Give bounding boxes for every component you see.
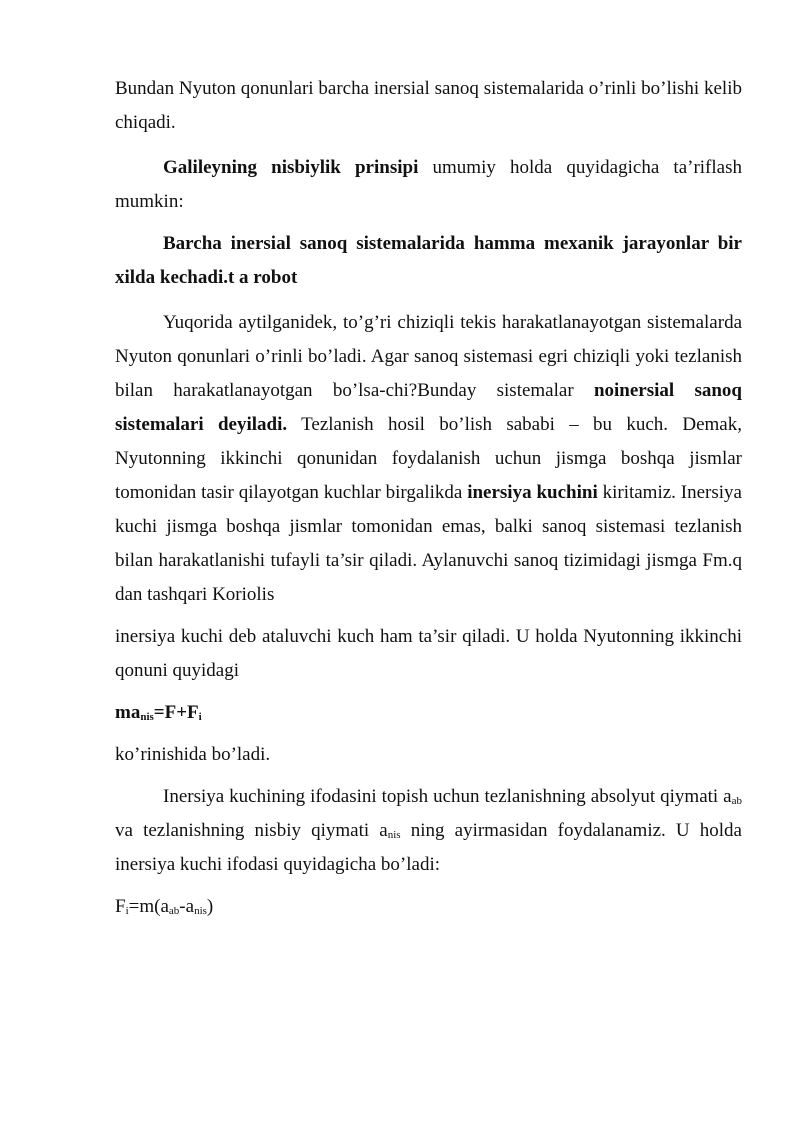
paragraph-text: kiritamiz. Inersiya kuchi jismga boshqa jismlar tomonidan emas, balki sanoq sistemasi tezlanish bilan harakatlanishi tufayli ta’sir qiladi. Aylanuvchi sanoq tizimidagi jismga Fm.q dan tashqari Koriolis (115, 482, 742, 605)
paragraph-text: inersiya kuchi deb ataluvchi kuch ham ta’sir qiladi. U holda Nyutonning ikkinchi qonuni quyidagi (115, 626, 742, 681)
formula-part: -a (179, 896, 195, 917)
paragraph-galilean-principle (115, 151, 742, 219)
paragraph-coriolis (115, 620, 742, 688)
formula-subscript: nis (194, 905, 207, 917)
subscript: nis (387, 829, 401, 841)
formula-part: F (115, 896, 126, 917)
bold-term: noinersial sanoq sistemalari deyiladi. (115, 380, 742, 435)
bold-term: Galileyning nisbiylik prinsipi (163, 157, 419, 178)
paragraph-text: Bundan Nyuton qonunlari barcha inersial sanoq sistemalarida o’rinli bo’lishi kelib chiqadi. (115, 78, 742, 133)
paragraph-form (115, 738, 742, 772)
paragraph-text: Tezlanish hosil bo’lish sababi – bu kuch. Demak, Nyutonning ikkinchi qonunidan foydalanish uchun jismga boshqa jismlar tomonidan tasir qilayotgan kuchlar birgalikda (115, 414, 742, 503)
paragraph-text: Yuqorida aytilganidek, to’g’ri chiziqli tekis harakatlanayotgan sistemalarda Nyuton qonunlari o’rinli bo’ladi. Agar sanoq sistemasi egri chiziqli yoki tezlanish bilan harakatlanayotgan bo’lsa-chi?Bunday sistemalar (115, 312, 742, 401)
paragraph-text: Inersiya kuchining ifodasini topish uchun tezlanishning absolyut qiymati a (163, 786, 732, 807)
paragraph-text: ko’rinishida bo’ladi. (115, 744, 271, 765)
paragraph-principle-statement (115, 227, 742, 295)
paragraph-text: umumiy holda quyidagicha ta’riflash mumkin: (115, 157, 742, 212)
paragraph-inertia-force (115, 780, 742, 882)
formula-subscript: i (125, 905, 129, 917)
formula-newton-second-law (115, 696, 742, 730)
formula-subscript: ab (168, 905, 180, 917)
document-page (115, 72, 742, 924)
formula-part: ) (206, 896, 214, 917)
subscript: ab (731, 795, 742, 807)
paragraph-text: ning ayirmasidan foydalanamiz. U holda inersiya kuchi ifodasi quyidagicha bo’ladi: (115, 820, 742, 875)
formula-inertia-force (115, 890, 742, 924)
bold-term: inersiya kuchini (467, 482, 598, 503)
bold-statement: Barcha inersial sanoq sistemalarida hamma mexanik jarayonlar bir xilda kechadi.t a robot (115, 233, 742, 288)
formula-part: =F+F (153, 702, 199, 723)
paragraph-conclusion (115, 72, 742, 140)
paragraph-text: va tezlanishning nisbiy qiymati a (115, 820, 388, 841)
paragraph-noninertial (115, 306, 742, 612)
formula-subscript: nis (140, 711, 154, 723)
formula-part: ma (115, 702, 141, 723)
formula-subscript: i (198, 711, 202, 723)
formula-part: =m(a (128, 896, 169, 917)
